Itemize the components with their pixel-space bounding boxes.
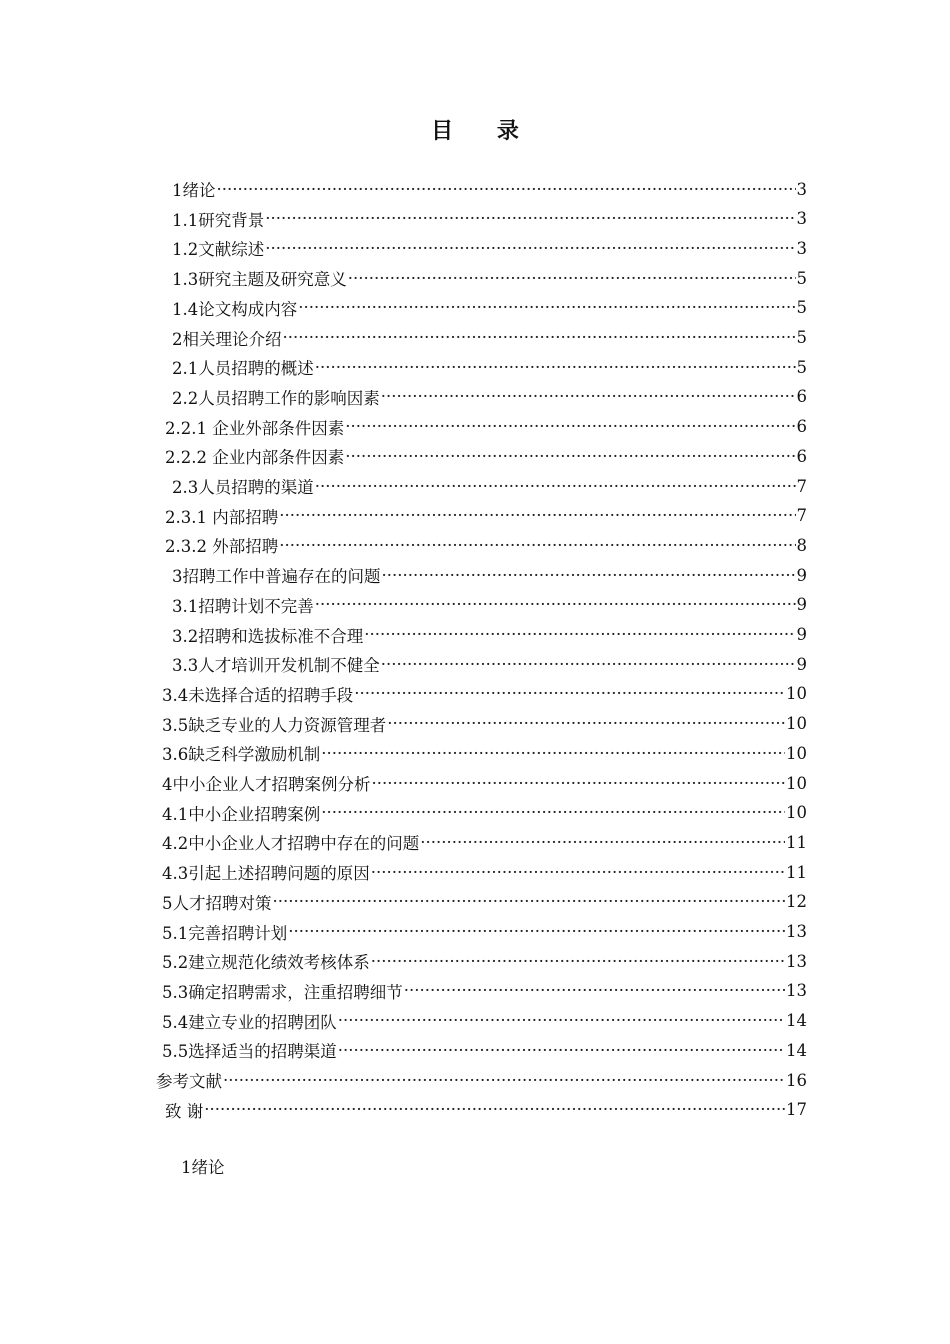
toc-entry[interactable] (172, 204, 807, 234)
toc-entry[interactable] (165, 441, 807, 471)
toc-entry-label: 1.2文献综述 (172, 240, 265, 260)
toc-entry[interactable] (172, 649, 807, 679)
toc-entry-page: 9 (796, 595, 807, 615)
toc-entry-page: 11 (786, 832, 807, 852)
toc-entry[interactable] (162, 946, 807, 976)
toc-entry-label: 5人才招聘对策 (162, 893, 272, 913)
toc-entry-page: 13 (786, 951, 807, 971)
toc-entry-label: 2.3.1 内部招聘 (165, 507, 279, 527)
toc-leader-dots (387, 714, 785, 733)
toc-entry[interactable] (162, 1035, 807, 1065)
toc-entry-label: 2.2人员招聘工作的影响因素 (172, 388, 380, 408)
toc-entry-label: 5.3确定招聘需求，注重招聘细节 (162, 982, 403, 1002)
toc-leader-dots (348, 269, 796, 288)
toc-entry-page: 3 (796, 209, 807, 229)
toc-leader-dots (345, 417, 795, 436)
toc-entry-label: 2.2.2 企业内部条件因素 (165, 448, 345, 468)
toc-leader-dots (223, 1071, 785, 1090)
toc-entry-page: 10 (786, 803, 807, 823)
toc-leader-dots (364, 625, 795, 644)
toc-entry-label: 4中小企业人才招聘案例分析 (162, 775, 371, 794)
toc-entry[interactable] (172, 233, 807, 263)
toc-leader-dots (265, 209, 795, 228)
toc-entry[interactable] (162, 738, 807, 768)
toc-entry-page: 6 (796, 446, 807, 466)
toc-entry-label: 3.6缺乏科学激励机制 (162, 745, 321, 765)
toc-entry-page: 12 (786, 892, 807, 912)
toc-leader-dots (273, 892, 786, 911)
toc-entry-page: 17 (786, 1100, 807, 1120)
toc-entry[interactable] (172, 471, 807, 501)
toc-entry[interactable] (165, 501, 807, 531)
toc-entry[interactable] (172, 293, 807, 323)
toc-entry[interactable] (162, 1006, 807, 1036)
section-heading: 1绪论 (181, 1158, 225, 1177)
toc-entry-label: 2.2.1 企业外部条件因素 (165, 418, 345, 438)
toc-leader-dots (371, 863, 785, 882)
toc-leader-dots (381, 655, 796, 674)
toc-entry-label: 2.3人员招聘的渠道 (172, 478, 314, 497)
toc-entry[interactable] (165, 412, 807, 442)
toc-leader-dots (315, 477, 796, 496)
toc-entry-page: 14 (786, 1011, 807, 1031)
toc-entry[interactable] (172, 382, 807, 412)
toc-entry-label: 3.5缺乏专业的人力资源管理者 (162, 715, 387, 735)
toc-entry-label: 3.1招聘计划不完善 (172, 596, 314, 616)
toc-entry-page: 6 (796, 387, 807, 407)
toc-entry-page: 10 (786, 714, 807, 734)
toc-leader-dots (265, 239, 795, 258)
toc-leader-dots (404, 981, 785, 1000)
toc-entry-label: 3.3人才培训开发机制不健全 (172, 656, 380, 676)
toc-entry-label: 2.3.2 外部招聘 (165, 537, 279, 557)
toc-entry-page: 11 (786, 862, 807, 882)
toc-entry[interactable] (156, 1065, 807, 1095)
toc-entry[interactable] (162, 679, 807, 709)
toc-entry[interactable] (172, 590, 807, 620)
toc-leader-dots (315, 358, 796, 377)
toc-entry-label: 参考文献 (156, 1072, 222, 1091)
toc-leader-dots (345, 447, 795, 466)
toc-entry-label: 4.1中小企业招聘案例 (162, 804, 321, 824)
toc-leader-dots (298, 298, 795, 317)
toc-entry[interactable] (172, 352, 807, 382)
toc-entry-page: 3 (796, 179, 807, 199)
toc-entry[interactable] (172, 620, 807, 650)
toc-entry-label: 2相关理论介绍 (172, 329, 282, 349)
toc-entry[interactable] (162, 798, 807, 828)
toc-leader-dots (338, 1041, 785, 1060)
toc-entry-label: 5.2建立规范化绩效考核体系 (162, 953, 370, 973)
toc-entry-page: 14 (786, 1040, 807, 1060)
toc-leader-dots (371, 952, 785, 971)
toc-entry[interactable] (162, 887, 807, 917)
toc-leader-dots (283, 328, 796, 347)
toc-entry-label: 1.1研究背景 (172, 210, 265, 230)
toc-entry-page: 10 (786, 773, 807, 793)
toc-entry-page: 3 (796, 238, 807, 258)
toc-entry[interactable] (172, 323, 807, 353)
toc-entry-label: 3.4未选择合适的招聘手段 (162, 685, 354, 705)
toc-leader-dots (279, 506, 795, 525)
toc-entry-page: 7 (796, 476, 807, 496)
toc-entry[interactable] (162, 976, 807, 1006)
toc-entry-label: 3招聘工作中普遍存在的问题 (172, 567, 381, 587)
toc-entry[interactable] (172, 174, 807, 204)
toc-leader-dots (279, 536, 795, 555)
toc-entry-label: 5.5选择适当的招聘渠道 (162, 1042, 337, 1062)
toc-entry-label: 4.3引起上述招聘问题的原因 (162, 864, 370, 884)
toc-entry[interactable] (165, 1095, 807, 1125)
toc-entry[interactable] (172, 560, 807, 590)
toc-entry-page: 10 (786, 743, 807, 763)
toc-leader-dots (288, 922, 785, 941)
toc-entry[interactable] (172, 263, 807, 293)
toc-leader-dots (217, 180, 796, 199)
toc-entry-page: 10 (786, 684, 807, 704)
toc-entry[interactable] (165, 530, 807, 560)
toc-entry-label: 5.1完善招聘计划 (162, 923, 288, 943)
toc-entry-page: 7 (796, 506, 807, 526)
toc-leader-dots (372, 774, 786, 793)
toc-entry-page: 13 (786, 981, 807, 1001)
toc-entry[interactable] (162, 917, 807, 947)
toc-leader-dots (382, 566, 796, 585)
toc-entry-label: 2.1人员招聘的概述 (172, 359, 314, 379)
toc-entry[interactable] (162, 768, 807, 798)
toc-entry-page: 5 (796, 357, 807, 377)
toc-entry[interactable] (162, 709, 807, 739)
toc-entry-label: 1.4论文构成内容 (172, 299, 298, 319)
toc-entry-page: 16 (786, 1070, 807, 1090)
toc-entry-label: 1.3研究主题及研究意义 (172, 270, 347, 290)
toc-leader-dots (321, 803, 785, 822)
toc-entry-label: 4.2中小企业人才招聘中存在的问题 (162, 834, 420, 854)
toc-leader-dots (420, 833, 785, 852)
toc-entry-page: 13 (786, 922, 807, 941)
toc-entry-page: 9 (796, 654, 807, 674)
toc-entry-page: 5 (796, 328, 807, 347)
toc-entry[interactable] (162, 857, 807, 887)
toc-entry-page: 9 (796, 565, 807, 585)
toc-entry-label: 1绪论 (172, 181, 216, 200)
toc-entry-label: 致 谢 (165, 1101, 204, 1121)
toc-leader-dots (321, 744, 785, 763)
toc-entry-page: 5 (796, 268, 807, 288)
toc-leader-dots (204, 1100, 785, 1119)
toc-entry-page: 8 (796, 535, 807, 555)
toc-entry-page: 9 (796, 625, 807, 644)
toc-leader-dots (338, 1011, 785, 1030)
toc-title: 目 录 (431, 118, 537, 144)
toc-leader-dots (381, 387, 796, 406)
toc-entry-page: 5 (796, 298, 807, 318)
toc-entry-label: 3.2招聘和选拔标准不合理 (172, 626, 364, 646)
toc-entry-label: 5.4建立专业的招聘团队 (162, 1012, 337, 1032)
toc-entry[interactable] (162, 827, 807, 857)
toc-leader-dots (315, 595, 796, 614)
toc-leader-dots (354, 684, 785, 703)
toc-entry-page: 6 (796, 417, 807, 437)
